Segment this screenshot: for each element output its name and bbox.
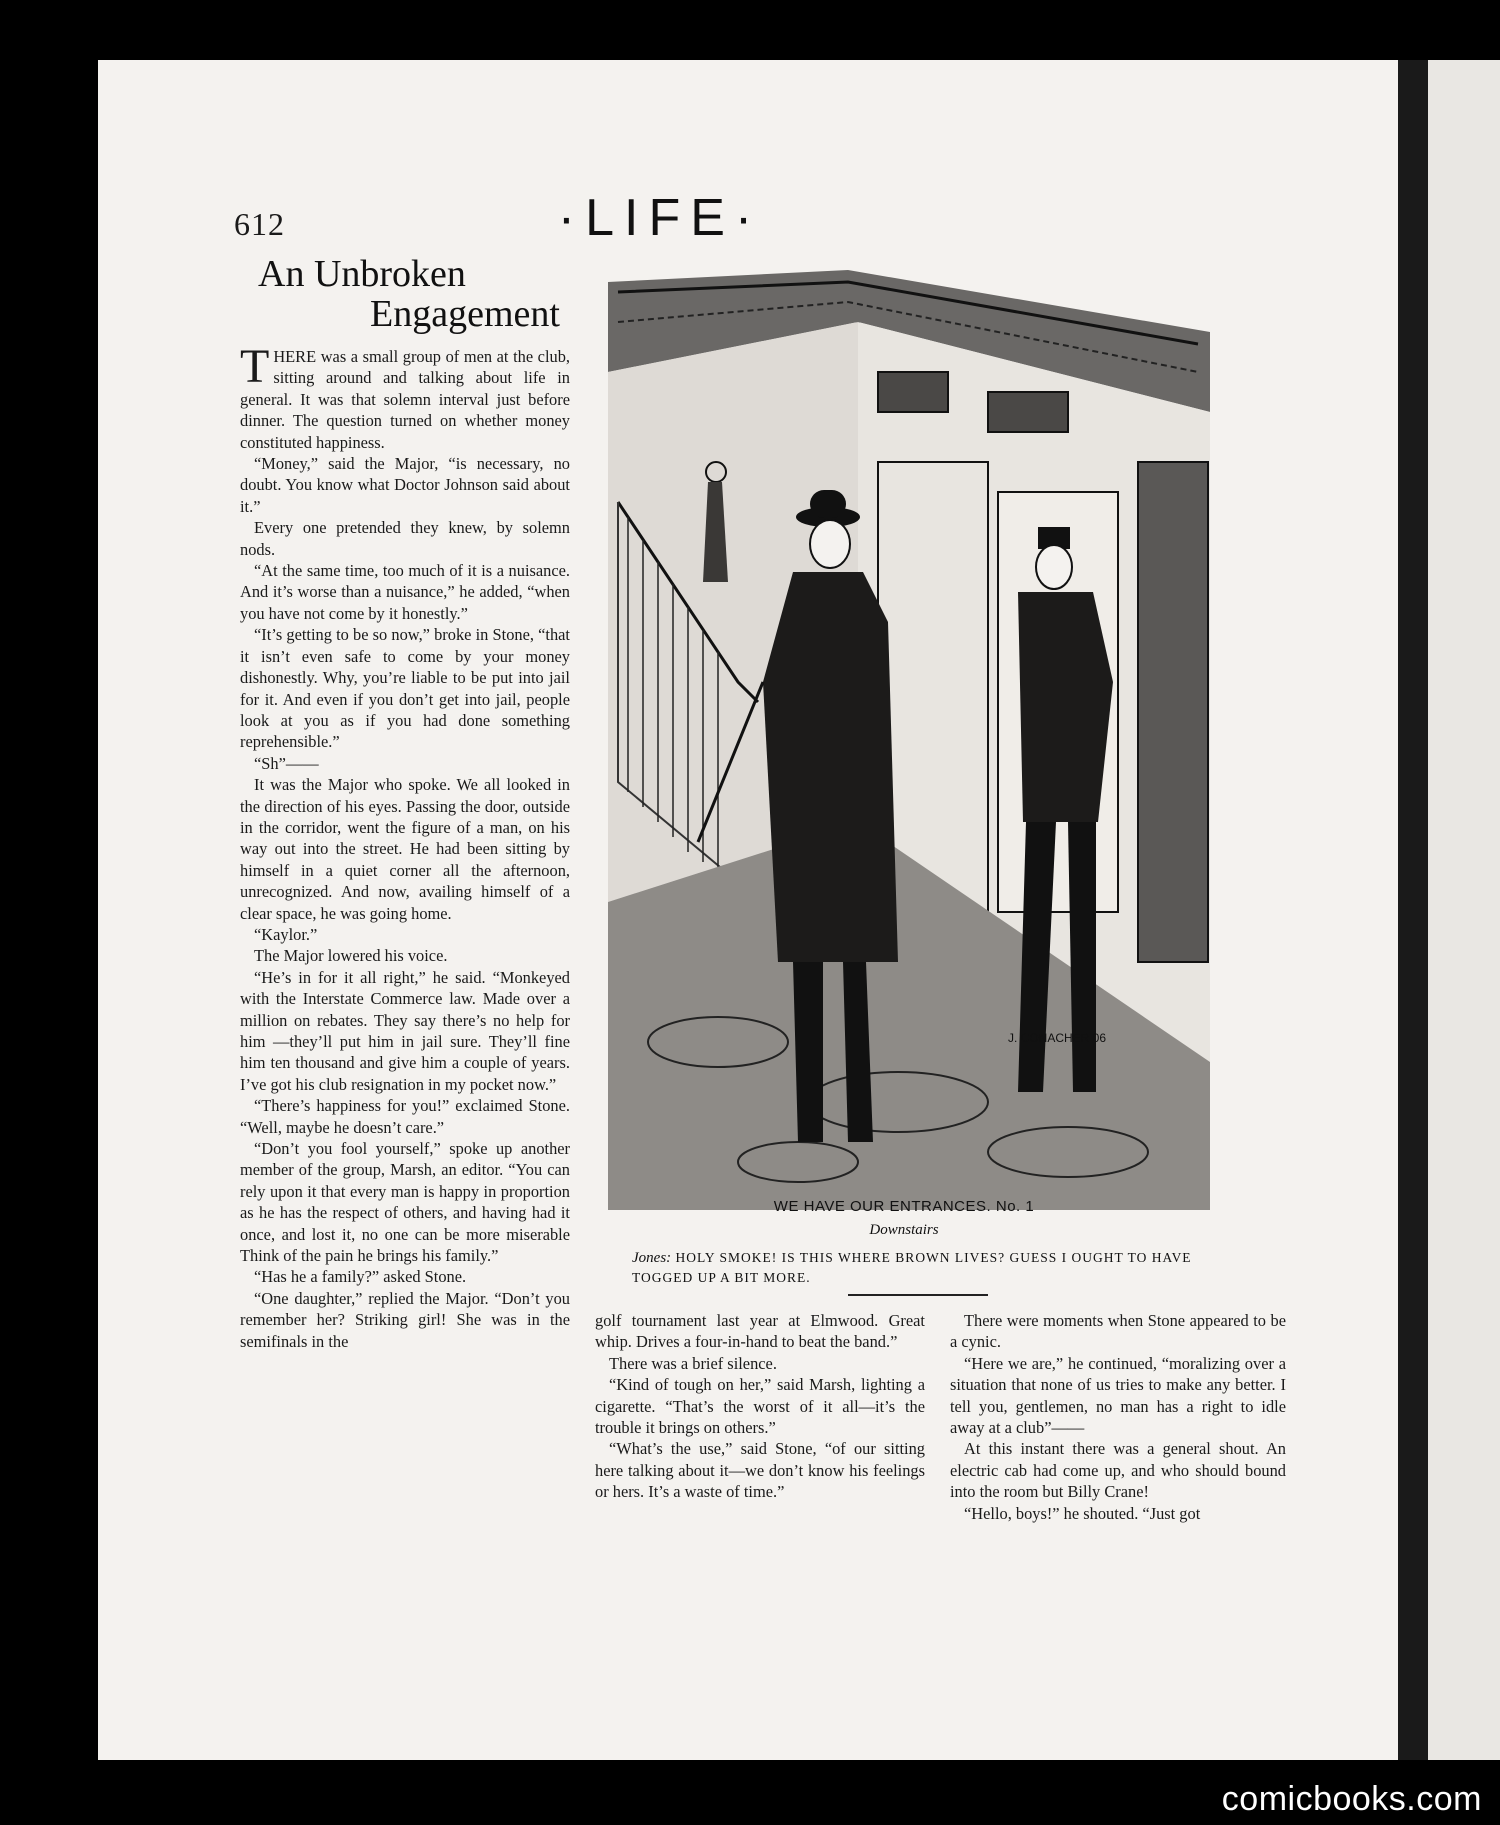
paragraph: The Major lowered his voice. [254, 946, 448, 966]
caption-text: HOLY SMOKE! IS THIS WHERE BROWN LIVES? GUESS I OUGHT TO HAVE TOGGED UP A BIT MORE. [632, 1250, 1192, 1285]
illustration-hallway [598, 262, 1210, 1210]
paragraph: “Sh”—— [254, 753, 319, 773]
paragraph [240, 340, 570, 453]
magazine-masthead: ·LIFE· [557, 189, 763, 247]
facing-page-edge [1428, 60, 1500, 1760]
article-column-3 [950, 1310, 1286, 1524]
caption-subtitle: Downstairs [869, 1222, 939, 1238]
paragraph: “Don’t you fool yourself,” spoke up another member of the group, Marsh, an editor. “You can rely upon it that every man is happy in proportion as he has the respect of others, and having had it once, and lost it, no one can be more miserable Think of the pain he brings his family.” [240, 1139, 570, 1266]
paragraph: Every one pretended they knew, by solemn nods. [240, 518, 570, 559]
article-title-line2: Engagement [370, 293, 560, 335]
caption-title: WE HAVE OUR ENTRANCES. No. 1 [773, 1198, 1035, 1215]
site-watermark: comicbooks.com [1221, 1780, 1482, 1818]
page-number: 612 [234, 206, 285, 242]
paragraph: “Kaylor.” [254, 924, 318, 944]
paragraph: There were moments when Stone appeared to be a cynic. [950, 1311, 1286, 1352]
paragraph: “It’s getting to be so now,” broke in Stone, “that it isn’t even safe to come by your money dishonestly. Why, you’re liable to be put into jail for it. And even if you don’t get into jail, people look at you as if you had done something reprehensible.” [240, 625, 570, 752]
paragraph: “Here we are,” he continued, “moralizing over a situation that none of us tries to make any better. I tell you, gentlemen, no man has a right to idle away at a club”—— [950, 1353, 1286, 1438]
paragraph: “He’s in for it all right,” he said. “Monkeyed with the Interstate Commerce law. Made over a million on rebates. They say there’s no help for him —they’ll put him in jail sure. They’ll fine him ten thousand and give him a couple of years. I’ve got his club resignation in my pocket now.” [240, 967, 570, 1094]
page-gutter [1398, 60, 1428, 1760]
paragraph: “Money,” said the Major, “is necessary, no doubt. You know what Doctor Johnson said about it.” [240, 454, 570, 516]
paragraph: “Hello, boys!” he shouted. “Just got [964, 1503, 1201, 1523]
paragraph: golf tournament last year at Elmwood. Great whip. Drives a four-in-hand to beat the band.” [595, 1311, 925, 1352]
artist-signature: J. CONACHER 06 [1008, 1031, 1107, 1045]
drop-cap: T [240, 340, 270, 393]
paragraph: “What’s the use,” said Stone, “of our sitting here talking about it—we don’t know his feelings or hers. It’s a waste of time.” [595, 1439, 925, 1502]
paragraph: “At the same time, too much of it is a nuisance. And it’s worse than a nuisance,” he added, “when you have not come by it honestly.” [240, 561, 570, 623]
paragraph: There was a brief silence. [609, 1353, 777, 1373]
paragraph: It was the Major who spoke. We all looked in the direction of his eyes. Passing the door, outside in the corridor, went the figure of a man, on his way out into the street. He had been sitting by himself in a quiet corner all the afternoon, unrecognized. And now, availing himself of a clear space, he was going home. [240, 775, 570, 923]
article-column-1 [240, 340, 570, 1352]
paragraph: “Kind of tough on her,” said Marsh, lighting a cigarette. “That’s the worst of it all—it’s the trouble it brings on others.” [595, 1375, 925, 1438]
section-divider [848, 1294, 988, 1296]
paragraph-text: HERE was a small group of men at the club, sitting around and talking about life in general. It was that solemn interval just before dinner. The question turned on whether money constituted happiness. [240, 347, 570, 452]
paragraph: At this instant there was a general shout. An electric cab had come up, and who should bound into the room but Billy Crane! [950, 1439, 1286, 1502]
paragraph: “There’s happiness for you!” exclaimed Stone. “Well, maybe he doesn’t care.” [240, 1096, 570, 1137]
paragraph: “One daughter,” replied the Major. “Don’t you remember her? Striking girl! She was in the semifinals in the [240, 1288, 570, 1351]
caption-speaker: Jones: [632, 1250, 672, 1266]
paragraph: “Has he a family?” asked Stone. [254, 1267, 467, 1287]
article-column-2 [595, 1310, 925, 1503]
caption-dialogue [632, 1248, 1232, 1288]
article-title-line1: An Unbroken [258, 253, 466, 295]
